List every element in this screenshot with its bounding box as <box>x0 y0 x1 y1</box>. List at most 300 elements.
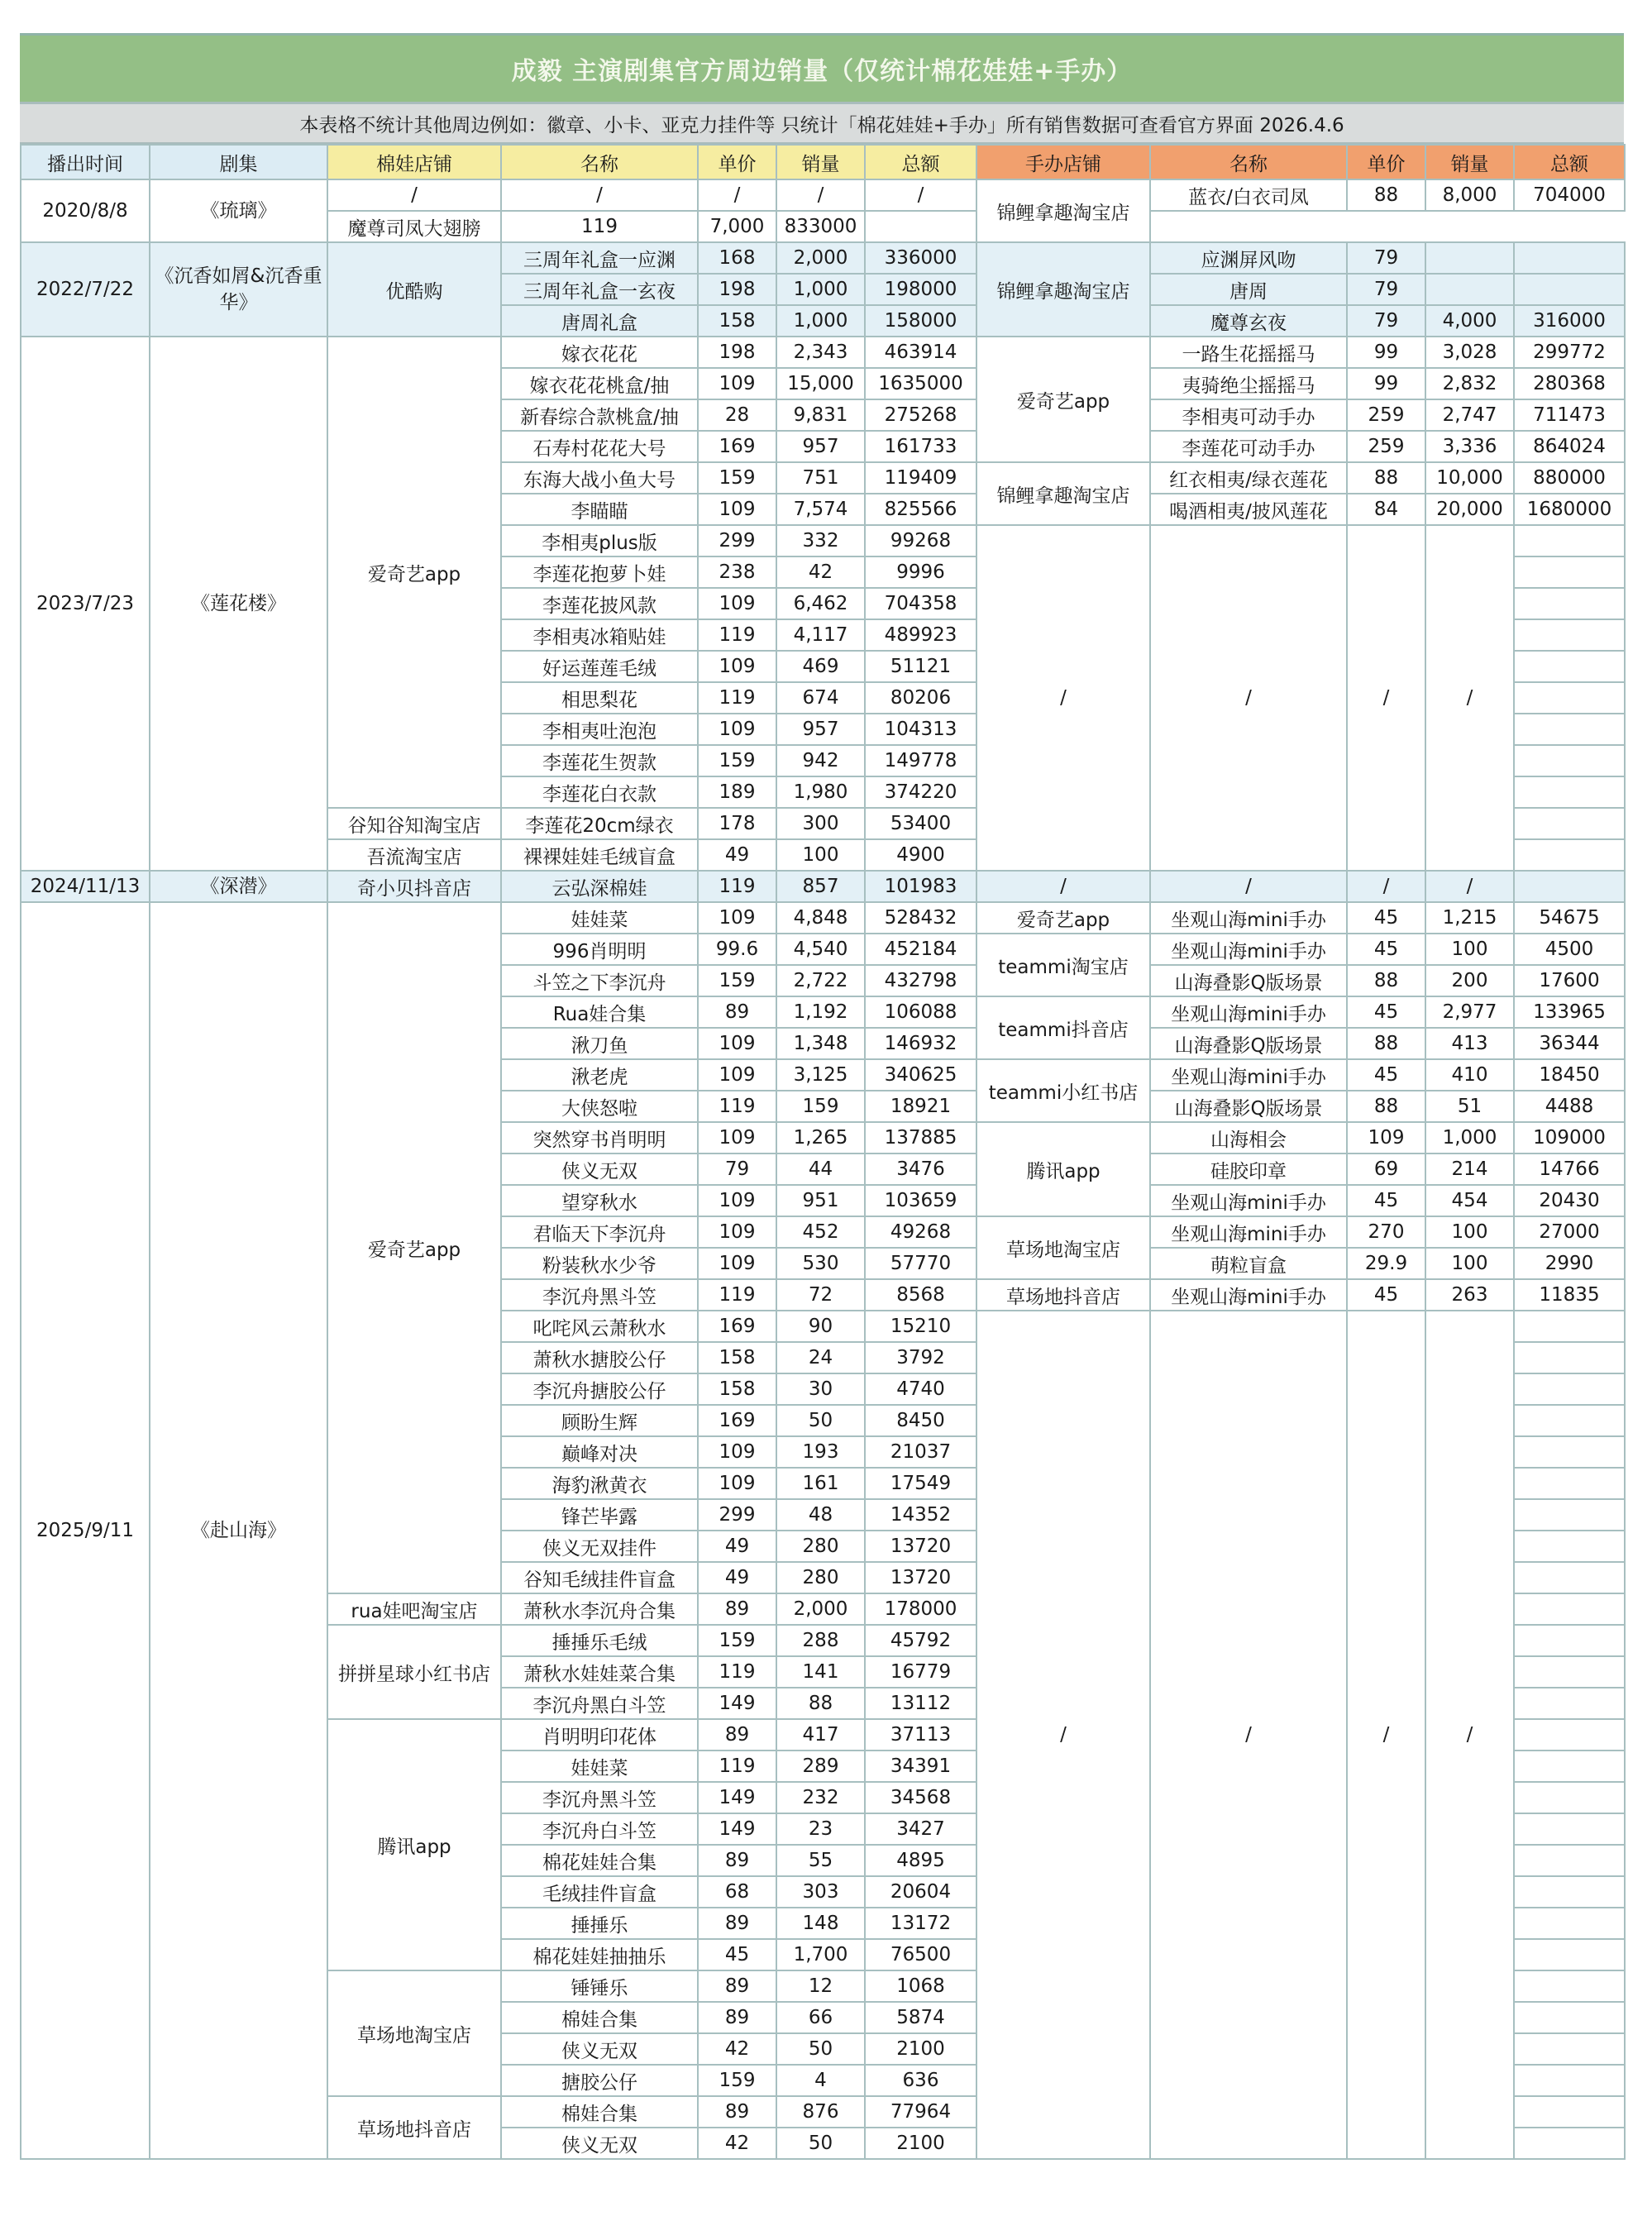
figure-total-cell[interactable] <box>1514 556 1625 588</box>
doll-sales-cell[interactable]: 23 <box>776 1813 865 1845</box>
doll-shop-cell[interactable]: 草场地抖音店 <box>327 2096 501 2159</box>
figure-sales-cell[interactable]: 8,000 <box>1425 179 1514 211</box>
figure-total-cell[interactable]: 36344 <box>1514 1028 1625 1059</box>
figure-name-cell[interactable]: 坐观山海mini手办 <box>1150 996 1347 1028</box>
doll-sales-cell[interactable]: 15,000 <box>776 368 865 399</box>
figure-price-cell[interactable]: / <box>1347 525 1425 871</box>
air-date-cell[interactable]: 2020/8/8 <box>21 179 150 242</box>
figure-shop-cell[interactable]: teammi小红书店 <box>976 1059 1150 1122</box>
doll-total-cell[interactable]: 21037 <box>865 1436 976 1468</box>
doll-sales-cell[interactable]: 148 <box>776 1908 865 1939</box>
doll-price-cell[interactable]: / <box>698 179 776 211</box>
doll-total-cell[interactable]: 20604 <box>865 1876 976 1908</box>
doll-price-cell[interactable]: 159 <box>698 462 776 494</box>
doll-name-cell[interactable]: 叱咤风云萧秋水 <box>501 1311 698 1342</box>
doll-total-cell[interactable]: 49268 <box>865 1216 976 1248</box>
doll-total-cell[interactable]: 77964 <box>865 2096 976 2128</box>
col-drama[interactable]: 剧集 <box>150 145 327 179</box>
figure-total-cell[interactable]: 833000 <box>776 211 865 242</box>
figure-total-cell[interactable] <box>1514 525 1625 556</box>
doll-name-cell[interactable]: 石寿村花花大号 <box>501 431 698 462</box>
doll-sales-cell[interactable]: 280 <box>776 1531 865 1562</box>
col-doll-name[interactable]: 名称 <box>501 145 698 179</box>
doll-shop-cell[interactable]: 谷知谷知淘宝店 <box>327 808 501 839</box>
drama-cell[interactable]: 《莲花楼》 <box>150 337 327 871</box>
figure-sales-cell[interactable] <box>1425 242 1514 274</box>
doll-sales-cell[interactable]: 9,831 <box>776 399 865 431</box>
doll-price-cell[interactable]: 119 <box>698 1656 776 1688</box>
figure-name-cell[interactable]: 蓝衣/白衣司凤 <box>1150 179 1347 211</box>
doll-price-cell[interactable]: 109 <box>698 1122 776 1153</box>
figure-name-cell[interactable]: 喝酒相夷/披风莲花 <box>1150 494 1347 525</box>
doll-total-cell[interactable]: 14352 <box>865 1499 976 1531</box>
figure-name-cell[interactable]: 山海叠影Q版场景 <box>1150 1028 1347 1059</box>
doll-name-cell[interactable]: 毛绒挂件盲盒 <box>501 1876 698 1908</box>
doll-sales-cell[interactable]: 50 <box>776 1405 865 1436</box>
doll-total-cell[interactable]: 2100 <box>865 2128 976 2159</box>
doll-total-cell[interactable]: 5874 <box>865 2002 976 2033</box>
doll-name-cell[interactable]: 李莲花抱萝卜娃 <box>501 556 698 588</box>
doll-price-cell[interactable]: 89 <box>698 996 776 1028</box>
figure-sales-cell[interactable]: 410 <box>1425 1059 1514 1091</box>
figure-total-cell[interactable]: 280368 <box>1514 368 1625 399</box>
doll-sales-cell[interactable]: 417 <box>776 1719 865 1751</box>
doll-name-cell[interactable]: 斗笠之下李沉舟 <box>501 965 698 996</box>
doll-price-cell[interactable]: 159 <box>698 2065 776 2096</box>
doll-total-cell[interactable]: 2100 <box>865 2033 976 2065</box>
doll-total-cell[interactable]: 9996 <box>865 556 976 588</box>
doll-name-cell[interactable]: 三周年礼盒一应渊 <box>501 242 698 274</box>
doll-price-cell[interactable]: 89 <box>698 1908 776 1939</box>
doll-name-cell[interactable]: 顾盼生辉 <box>501 1405 698 1436</box>
figure-name-cell[interactable]: 夷骑绝尘摇摇马 <box>1150 368 1347 399</box>
doll-name-cell[interactable]: 李相夷吐泡泡 <box>501 714 698 745</box>
figure-total-cell[interactable] <box>1514 1751 1625 1782</box>
figure-total-cell[interactable] <box>1514 1531 1625 1562</box>
figure-sales-cell[interactable]: 51 <box>1425 1091 1514 1122</box>
figure-shop-cell[interactable]: / <box>976 525 1150 871</box>
doll-sales-cell[interactable]: 957 <box>776 714 865 745</box>
doll-name-cell[interactable]: 云弘深棉娃 <box>501 871 698 902</box>
doll-name-cell[interactable]: 搪胶公仔 <box>501 2065 698 2096</box>
figure-name-cell[interactable]: 一路生花摇摇马 <box>1150 337 1347 368</box>
figure-total-cell[interactable]: 11835 <box>1514 1279 1625 1311</box>
figure-total-cell[interactable] <box>1514 1311 1625 1342</box>
doll-total-cell[interactable]: 146932 <box>865 1028 976 1059</box>
figure-total-cell[interactable]: 316000 <box>1514 305 1625 337</box>
doll-sales-cell[interactable]: 24 <box>776 1342 865 1373</box>
figure-price-cell[interactable]: / <box>1347 871 1425 902</box>
doll-total-cell[interactable]: 99268 <box>865 525 976 556</box>
doll-total-cell[interactable]: 452184 <box>865 934 976 965</box>
figure-total-cell[interactable] <box>1514 242 1625 274</box>
figure-total-cell[interactable]: 17600 <box>1514 965 1625 996</box>
doll-price-cell[interactable]: 109 <box>698 1468 776 1499</box>
doll-sales-cell[interactable]: 300 <box>776 808 865 839</box>
figure-price-cell[interactable]: 45 <box>1347 902 1425 934</box>
doll-price-cell[interactable]: 178 <box>698 808 776 839</box>
figure-name-cell[interactable]: 坐观山海mini手办 <box>1150 1216 1347 1248</box>
doll-sales-cell[interactable]: 1,192 <box>776 996 865 1028</box>
figure-sales-cell[interactable]: 3,028 <box>1425 337 1514 368</box>
doll-total-cell[interactable]: 340625 <box>865 1059 976 1091</box>
figure-shop-cell[interactable]: 草场地淘宝店 <box>976 1216 1150 1279</box>
figure-total-cell[interactable] <box>1514 1656 1625 1688</box>
doll-total-cell[interactable]: 76500 <box>865 1939 976 1970</box>
figure-sales-cell[interactable]: 1,000 <box>1425 1122 1514 1153</box>
doll-name-cell[interactable]: 侠义无双 <box>501 2128 698 2159</box>
figure-price-cell[interactable]: 45 <box>1347 996 1425 1028</box>
figure-total-cell[interactable]: 4500 <box>1514 934 1625 965</box>
figure-total-cell[interactable]: 1680000 <box>1514 494 1625 525</box>
col-doll-total[interactable]: 总额 <box>865 145 976 179</box>
figure-total-cell[interactable] <box>1514 1625 1625 1656</box>
figure-total-cell[interactable] <box>1514 1373 1625 1405</box>
doll-shop-cell[interactable]: 吾流淘宝店 <box>327 839 501 871</box>
doll-total-cell[interactable]: 80206 <box>865 682 976 714</box>
doll-price-cell[interactable]: 109 <box>698 1185 776 1216</box>
figure-sales-cell[interactable]: 2,977 <box>1425 996 1514 1028</box>
doll-price-cell[interactable]: 238 <box>698 556 776 588</box>
doll-total-cell[interactable]: 17549 <box>865 1468 976 1499</box>
doll-name-cell[interactable]: 李沉舟黑白斗笠 <box>501 1688 698 1719</box>
doll-name-cell[interactable]: 李相夷plus版 <box>501 525 698 556</box>
figure-total-cell[interactable] <box>1514 1468 1625 1499</box>
col-air-date[interactable]: 播出时间 <box>21 145 150 179</box>
doll-sales-cell[interactable]: / <box>776 179 865 211</box>
doll-sales-cell[interactable]: 7,574 <box>776 494 865 525</box>
figure-total-cell[interactable] <box>1514 274 1625 305</box>
doll-shop-cell[interactable]: / <box>327 179 501 211</box>
doll-price-cell[interactable]: 159 <box>698 965 776 996</box>
figure-total-cell[interactable] <box>1514 1876 1625 1908</box>
figure-price-cell[interactable]: 79 <box>1347 274 1425 305</box>
doll-total-cell[interactable]: 8450 <box>865 1405 976 1436</box>
doll-sales-cell[interactable]: 4,848 <box>776 902 865 934</box>
doll-total-cell[interactable]: 489923 <box>865 619 976 651</box>
figure-name-cell[interactable]: 魔尊玄夜 <box>1150 305 1347 337</box>
doll-total-cell[interactable]: 51121 <box>865 651 976 682</box>
doll-name-cell[interactable]: 唐周礼盒 <box>501 305 698 337</box>
doll-sales-cell[interactable]: 1,348 <box>776 1028 865 1059</box>
doll-price-cell[interactable]: 49 <box>698 839 776 871</box>
figure-total-cell[interactable] <box>1514 1939 1625 1970</box>
figure-sales-cell[interactable]: 100 <box>1425 1248 1514 1279</box>
doll-name-cell[interactable]: 相思梨花 <box>501 682 698 714</box>
figure-price-cell[interactable]: 99 <box>1347 368 1425 399</box>
doll-name-cell[interactable]: 侠义无双挂件 <box>501 1531 698 1562</box>
doll-sales-cell[interactable]: 4 <box>776 2065 865 2096</box>
figure-total-cell[interactable]: 54675 <box>1514 902 1625 934</box>
doll-sales-cell[interactable]: 50 <box>776 2033 865 2065</box>
doll-price-cell[interactable]: 89 <box>698 1593 776 1625</box>
doll-shop-cell[interactable]: 奇小贝抖音店 <box>327 871 501 902</box>
doll-total-cell[interactable]: 13720 <box>865 1531 976 1562</box>
doll-price-cell[interactable]: 149 <box>698 1813 776 1845</box>
figure-name-cell[interactable]: 李相夷可动手办 <box>1150 399 1347 431</box>
figure-price-cell[interactable]: 88 <box>1347 462 1425 494</box>
doll-name-cell[interactable]: 湫老虎 <box>501 1059 698 1091</box>
figure-total-cell[interactable] <box>1514 1970 1625 2002</box>
doll-sales-cell[interactable]: 857 <box>776 871 865 902</box>
doll-sales-cell[interactable]: 469 <box>776 651 865 682</box>
doll-name-cell[interactable]: 湫刀鱼 <box>501 1028 698 1059</box>
figure-total-cell[interactable] <box>1514 1813 1625 1845</box>
doll-name-cell[interactable]: 海豹湫黄衣 <box>501 1468 698 1499</box>
doll-name-cell[interactable]: / <box>501 179 698 211</box>
figure-price-cell[interactable]: 84 <box>1347 494 1425 525</box>
figure-total-cell[interactable] <box>1514 1845 1625 1876</box>
doll-name-cell[interactable]: 捶捶乐 <box>501 1908 698 1939</box>
col-doll-price[interactable]: 单价 <box>698 145 776 179</box>
doll-sales-cell[interactable]: 48 <box>776 1499 865 1531</box>
figure-sales-cell[interactable]: 20,000 <box>1425 494 1514 525</box>
figure-name-cell[interactable]: / <box>1150 525 1347 871</box>
figure-total-cell[interactable] <box>1514 1782 1625 1813</box>
figure-sales-cell[interactable]: 100 <box>1425 1216 1514 1248</box>
doll-price-cell[interactable]: 168 <box>698 242 776 274</box>
figure-name-cell[interactable]: 红衣相夷/绿衣莲花 <box>1150 462 1347 494</box>
doll-price-cell[interactable]: 109 <box>698 1436 776 1468</box>
doll-sales-cell[interactable]: 1,000 <box>776 274 865 305</box>
doll-price-cell[interactable]: 169 <box>698 1405 776 1436</box>
doll-name-cell[interactable]: 好运莲莲毛绒 <box>501 651 698 682</box>
doll-price-cell[interactable]: 109 <box>698 714 776 745</box>
doll-name-cell[interactable]: 李沉舟搪胶公仔 <box>501 1373 698 1405</box>
figure-price-cell[interactable]: 69 <box>1347 1153 1425 1185</box>
figure-sales-cell[interactable]: 2,747 <box>1425 399 1514 431</box>
doll-price-cell[interactable]: 299 <box>698 525 776 556</box>
figure-price-cell[interactable]: 88 <box>1347 179 1425 211</box>
doll-price-cell[interactable]: 109 <box>698 588 776 619</box>
doll-sales-cell[interactable]: 289 <box>776 1751 865 1782</box>
figure-name-cell[interactable]: / <box>1150 871 1347 902</box>
figure-total-cell[interactable] <box>1514 1593 1625 1625</box>
doll-total-cell[interactable]: 1068 <box>865 1970 976 2002</box>
doll-name-cell[interactable]: 裸裸娃娃毛绒盲盒 <box>501 839 698 871</box>
doll-price-cell[interactable]: 169 <box>698 1311 776 1342</box>
figure-total-cell[interactable]: 14766 <box>1514 1153 1625 1185</box>
doll-total-cell[interactable]: 13112 <box>865 1688 976 1719</box>
doll-name-cell[interactable]: 东海大战小鱼大号 <box>501 462 698 494</box>
col-doll-sales[interactable]: 销量 <box>776 145 865 179</box>
doll-total-cell[interactable]: 8568 <box>865 1279 976 1311</box>
figure-total-cell[interactable] <box>1514 619 1625 651</box>
figure-name-cell[interactable]: 坐观山海mini手办 <box>1150 1185 1347 1216</box>
doll-sales-cell[interactable]: 3,125 <box>776 1059 865 1091</box>
doll-shop-cell[interactable]: 爱奇艺app <box>327 337 501 808</box>
col-figure-sales[interactable]: 销量 <box>1425 145 1514 179</box>
doll-sales-cell[interactable]: 4,540 <box>776 934 865 965</box>
figure-name-cell[interactable]: 坐观山海mini手办 <box>1150 934 1347 965</box>
doll-sales-cell[interactable]: 1,980 <box>776 776 865 808</box>
doll-shop-cell[interactable]: 爱奇艺app <box>327 902 501 1593</box>
doll-price-cell[interactable]: 89 <box>698 1845 776 1876</box>
figure-price-cell[interactable]: 270 <box>1347 1216 1425 1248</box>
doll-price-cell[interactable]: 119 <box>698 682 776 714</box>
figure-total-cell[interactable] <box>1514 2128 1625 2159</box>
doll-sales-cell[interactable]: 4,117 <box>776 619 865 651</box>
doll-total-cell[interactable]: 4895 <box>865 1845 976 1876</box>
figure-total-cell[interactable] <box>1514 682 1625 714</box>
doll-name-cell[interactable]: 粉装秋水少爷 <box>501 1248 698 1279</box>
doll-price-cell[interactable]: 198 <box>698 337 776 368</box>
doll-sales-cell[interactable]: 303 <box>776 1876 865 1908</box>
figure-price-cell[interactable]: 79 <box>1347 305 1425 337</box>
air-date-cell[interactable]: 2025/9/11 <box>21 902 150 2159</box>
figure-sales-cell[interactable]: 200 <box>1425 965 1514 996</box>
figure-name-cell[interactable]: 魔尊司凤大翅膀 <box>327 211 501 242</box>
figure-total-cell[interactable]: 299772 <box>1514 337 1625 368</box>
figure-shop-cell[interactable]: / <box>976 1311 1150 2159</box>
doll-name-cell[interactable]: 娃娃菜 <box>501 902 698 934</box>
doll-total-cell[interactable]: 3476 <box>865 1153 976 1185</box>
air-date-cell[interactable]: 2022/7/22 <box>21 242 150 337</box>
figure-sales-cell[interactable]: 100 <box>1425 934 1514 965</box>
doll-price-cell[interactable]: 119 <box>698 1091 776 1122</box>
figure-total-cell[interactable]: 864024 <box>1514 431 1625 462</box>
doll-shop-cell[interactable]: 拼拼星球小红书店 <box>327 1625 501 1719</box>
doll-price-cell[interactable]: 198 <box>698 274 776 305</box>
doll-price-cell[interactable]: 89 <box>698 2096 776 2128</box>
doll-total-cell[interactable]: 336000 <box>865 242 976 274</box>
figure-sales-cell[interactable]: / <box>1425 1311 1514 2159</box>
doll-sales-cell[interactable]: 942 <box>776 745 865 776</box>
figure-sales-cell[interactable]: / <box>1425 525 1514 871</box>
doll-total-cell[interactable]: 101983 <box>865 871 976 902</box>
doll-total-cell[interactable]: 463914 <box>865 337 976 368</box>
doll-price-cell[interactable]: 149 <box>698 1688 776 1719</box>
figure-total-cell[interactable] <box>1514 745 1625 776</box>
figure-sales-cell[interactable] <box>1425 274 1514 305</box>
doll-total-cell[interactable]: 57770 <box>865 1248 976 1279</box>
figure-sales-cell[interactable]: 7,000 <box>698 211 776 242</box>
doll-total-cell[interactable]: 178000 <box>865 1593 976 1625</box>
figure-total-cell[interactable] <box>1514 1499 1625 1531</box>
doll-price-cell[interactable]: 68 <box>698 1876 776 1908</box>
figure-sales-cell[interactable]: 413 <box>1425 1028 1514 1059</box>
doll-name-cell[interactable]: 娃娃菜 <box>501 1751 698 1782</box>
doll-name-cell[interactable]: 谷知毛绒挂件盲盒 <box>501 1562 698 1593</box>
doll-price-cell[interactable]: 79 <box>698 1153 776 1185</box>
doll-name-cell[interactable]: 望穿秋水 <box>501 1185 698 1216</box>
col-figure-total[interactable]: 总额 <box>1514 145 1625 179</box>
figure-sales-cell[interactable]: 454 <box>1425 1185 1514 1216</box>
doll-sales-cell[interactable]: 674 <box>776 682 865 714</box>
doll-sales-cell[interactable]: 2,000 <box>776 1593 865 1625</box>
doll-price-cell[interactable]: 158 <box>698 305 776 337</box>
doll-sales-cell[interactable]: 2,722 <box>776 965 865 996</box>
doll-price-cell[interactable]: 109 <box>698 1248 776 1279</box>
doll-price-cell[interactable]: 109 <box>698 902 776 934</box>
doll-sales-cell[interactable]: 193 <box>776 1436 865 1468</box>
doll-name-cell[interactable]: 新春综合款桃盒/抽 <box>501 399 698 431</box>
figure-sales-cell[interactable]: / <box>1425 871 1514 902</box>
doll-name-cell[interactable]: 萧秋水娃娃菜合集 <box>501 1656 698 1688</box>
doll-name-cell[interactable]: 李相夷冰箱贴娃 <box>501 619 698 651</box>
figure-sales-cell[interactable]: 4,000 <box>1425 305 1514 337</box>
figure-total-cell[interactable] <box>1514 1688 1625 1719</box>
doll-name-cell[interactable]: 三周年礼盒一玄夜 <box>501 274 698 305</box>
doll-total-cell[interactable]: 53400 <box>865 808 976 839</box>
doll-total-cell[interactable]: 1635000 <box>865 368 976 399</box>
drama-cell[interactable]: 《深潜》 <box>150 871 327 902</box>
figure-total-cell[interactable]: 880000 <box>1514 462 1625 494</box>
figure-price-cell[interactable]: 45 <box>1347 1279 1425 1311</box>
figure-price-cell[interactable]: 259 <box>1347 431 1425 462</box>
doll-sales-cell[interactable]: 44 <box>776 1153 865 1185</box>
drama-cell[interactable]: 《沉香如屑&沉香重华》 <box>150 242 327 337</box>
doll-price-cell[interactable]: 49 <box>698 1562 776 1593</box>
doll-sales-cell[interactable]: 50 <box>776 2128 865 2159</box>
doll-shop-cell[interactable]: 草场地淘宝店 <box>327 1970 501 2096</box>
doll-sales-cell[interactable]: 30 <box>776 1373 865 1405</box>
doll-price-cell[interactable]: 169 <box>698 431 776 462</box>
doll-price-cell[interactable]: 158 <box>698 1373 776 1405</box>
figure-price-cell[interactable]: 99 <box>1347 337 1425 368</box>
doll-total-cell[interactable]: 137885 <box>865 1122 976 1153</box>
doll-price-cell[interactable]: 109 <box>698 651 776 682</box>
doll-price-cell[interactable]: 89 <box>698 1719 776 1751</box>
doll-price-cell[interactable]: 109 <box>698 1028 776 1059</box>
doll-name-cell[interactable]: 棉娃合集 <box>501 2096 698 2128</box>
doll-sales-cell[interactable]: 159 <box>776 1091 865 1122</box>
doll-price-cell[interactable]: 109 <box>698 494 776 525</box>
doll-name-cell[interactable]: 捶捶乐毛绒 <box>501 1625 698 1656</box>
col-figure-shop[interactable]: 手办店铺 <box>976 145 1150 179</box>
doll-total-cell[interactable]: 104313 <box>865 714 976 745</box>
doll-price-cell[interactable]: 189 <box>698 776 776 808</box>
doll-price-cell[interactable]: 109 <box>698 1216 776 1248</box>
figure-sales-cell[interactable]: 263 <box>1425 1279 1514 1311</box>
doll-total-cell[interactable]: 37113 <box>865 1719 976 1751</box>
figure-total-cell[interactable]: 2990 <box>1514 1248 1625 1279</box>
doll-total-cell[interactable]: 106088 <box>865 996 976 1028</box>
doll-shop-cell[interactable]: 腾讯app <box>327 1719 501 1970</box>
doll-total-cell[interactable]: 16779 <box>865 1656 976 1688</box>
doll-total-cell[interactable]: / <box>865 179 976 211</box>
doll-price-cell[interactable]: 158 <box>698 1342 776 1373</box>
figure-total-cell[interactable] <box>1514 808 1625 839</box>
figure-total-cell[interactable]: 109000 <box>1514 1122 1625 1153</box>
doll-sales-cell[interactable]: 42 <box>776 556 865 588</box>
doll-total-cell[interactable]: 149778 <box>865 745 976 776</box>
doll-sales-cell[interactable]: 161 <box>776 1468 865 1499</box>
doll-name-cell[interactable]: 李莲花生贺款 <box>501 745 698 776</box>
doll-total-cell[interactable]: 3427 <box>865 1813 976 1845</box>
figure-total-cell[interactable]: 20430 <box>1514 1185 1625 1216</box>
doll-name-cell[interactable]: 萧秋水搪胶公仔 <box>501 1342 698 1373</box>
doll-total-cell[interactable]: 3792 <box>865 1342 976 1373</box>
doll-total-cell[interactable]: 374220 <box>865 776 976 808</box>
figure-total-cell[interactable] <box>1514 1562 1625 1593</box>
doll-total-cell[interactable]: 13720 <box>865 1562 976 1593</box>
doll-name-cell[interactable]: 李瞄瞄 <box>501 494 698 525</box>
doll-total-cell[interactable]: 119409 <box>865 462 976 494</box>
figure-name-cell[interactable]: 坐观山海mini手办 <box>1150 1059 1347 1091</box>
figure-shop-cell[interactable]: 爱奇艺app <box>976 337 1150 462</box>
doll-price-cell[interactable]: 99.6 <box>698 934 776 965</box>
doll-sales-cell[interactable]: 957 <box>776 431 865 462</box>
figure-name-cell[interactable]: 山海相会 <box>1150 1122 1347 1153</box>
figure-total-cell[interactable]: 27000 <box>1514 1216 1625 1248</box>
doll-name-cell[interactable]: 嫁衣花花桃盒/抽 <box>501 368 698 399</box>
doll-price-cell[interactable]: 159 <box>698 1625 776 1656</box>
doll-name-cell[interactable]: 萧秋水李沉舟合集 <box>501 1593 698 1625</box>
doll-sales-cell[interactable]: 288 <box>776 1625 865 1656</box>
figure-price-cell[interactable]: 88 <box>1347 965 1425 996</box>
doll-price-cell[interactable]: 119 <box>698 1751 776 1782</box>
